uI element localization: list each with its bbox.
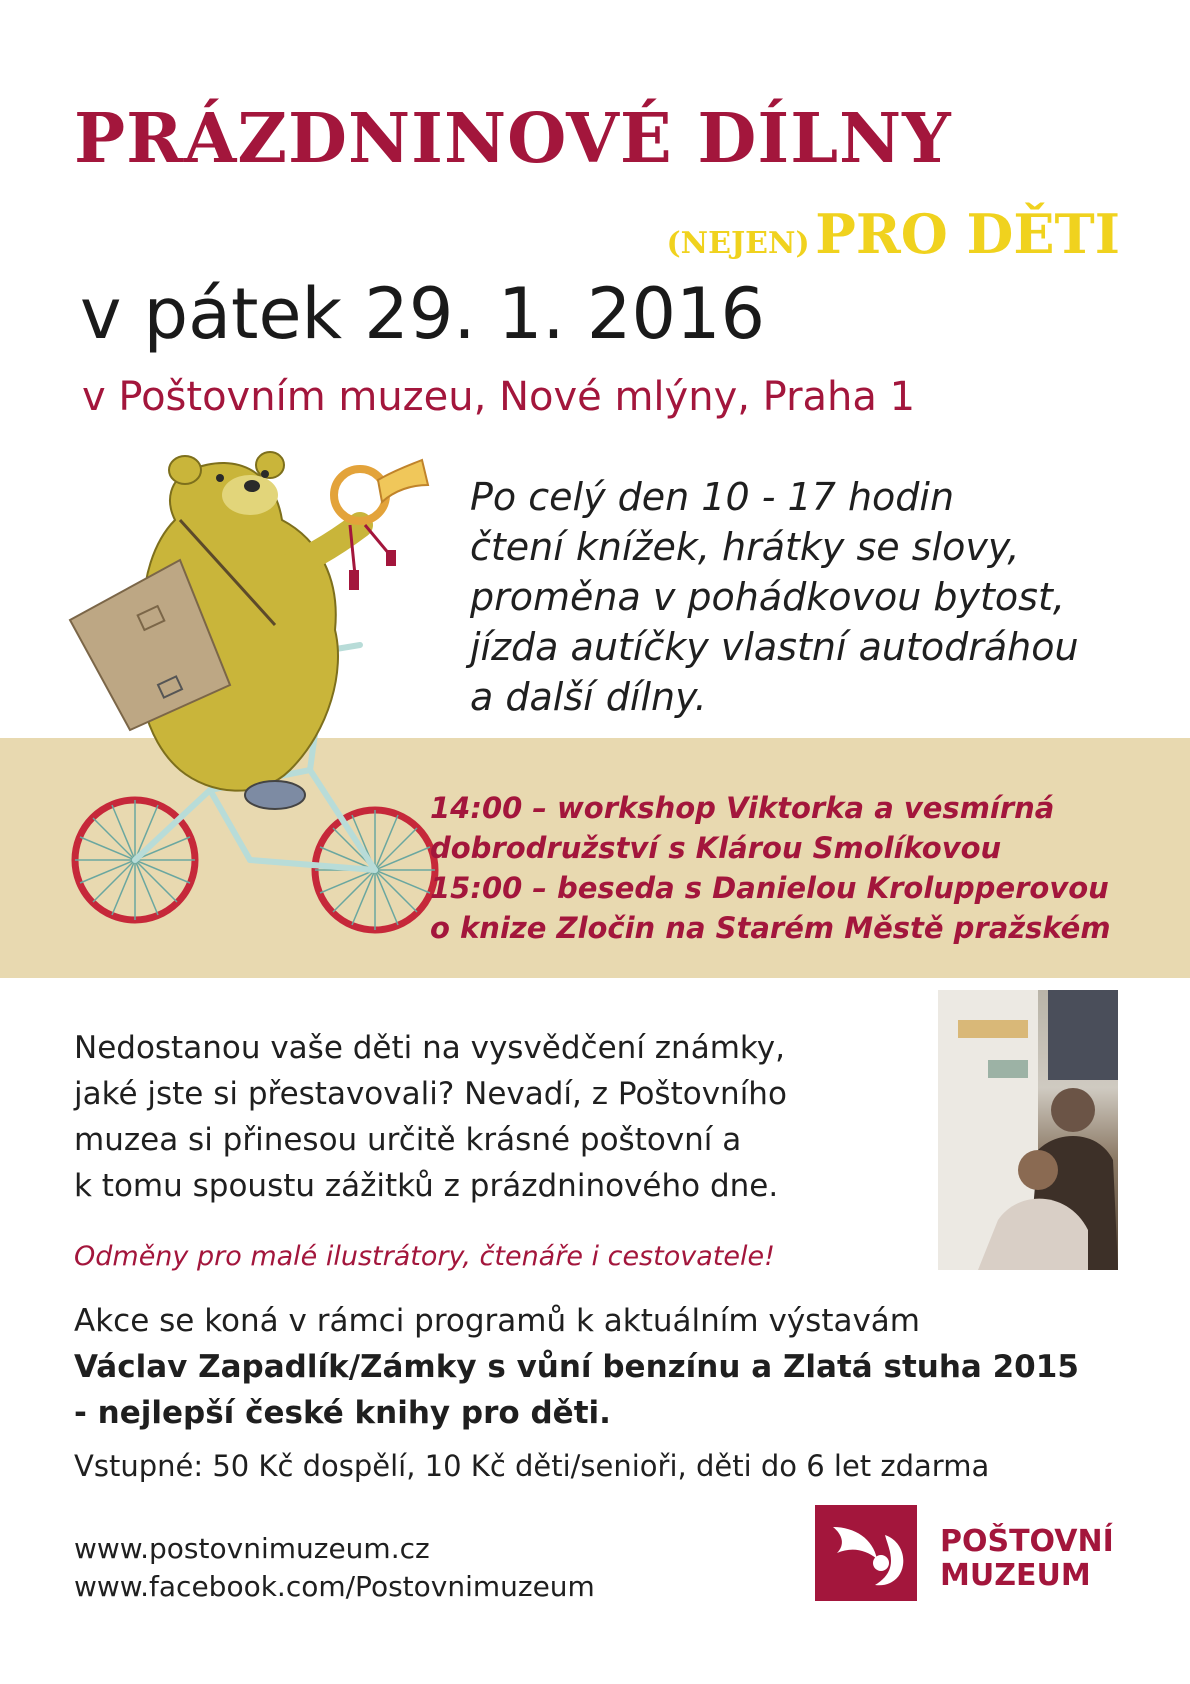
admission-prices: Vstupné: 50 Kč dospělí, 10 Kč děti/senioři, děti do 6 let zdarma xyxy=(74,1449,990,1483)
event-place: v Poštovním muzeu, Nové mlýny, Praha 1 xyxy=(82,374,916,420)
workshop-line: 15:00 – beseda s Danielou Krolupperovou xyxy=(430,871,1109,905)
exhibition-subtitle: - nejlepší české knihy pro děti. xyxy=(74,1395,611,1431)
website-link[interactable]: www.postovnimuzeum.cz xyxy=(74,1532,430,1565)
exhibition-names: Václav Zapadlík/Zámky s vůní benzínu a Zlatá stuha 2015 xyxy=(74,1349,1079,1385)
subtitle-prefix: (NEJEN) xyxy=(666,226,810,261)
links xyxy=(74,1530,595,1606)
event-date: v pátek 29. 1. 2016 xyxy=(80,273,766,355)
intro-line: Nedostanou vaše děti na vysvědčení známky, xyxy=(74,1030,785,1066)
workshop-schedule xyxy=(430,788,1170,948)
program-line: proměna v pohádkovou bytost, xyxy=(470,575,1065,619)
program-line: čtení knížek, hrátky se slovy, xyxy=(470,525,1020,569)
program-text xyxy=(470,472,1160,722)
action-line: Akce se koná v rámci programů k aktuálním výstavám xyxy=(74,1303,921,1339)
workshop-line: o knize Zločin na Starém Městě pražském xyxy=(430,911,1111,945)
rewards-note: Odměny pro malé ilustrátory, čtenáře i cestovatele! xyxy=(74,1241,775,1272)
intro-line: k tomu spoustu zážitků z prázdninového dne. xyxy=(74,1168,779,1204)
intro-line: jaké jste si přestavovali? Nevadí, z Poštovního xyxy=(74,1076,787,1112)
intro-line: muzea si přinesou určitě krásné poštovní a xyxy=(74,1122,742,1158)
museum-logo-text xyxy=(940,1525,1114,1593)
program-line: jízda autíčky vlastní autodráhou xyxy=(470,625,1079,669)
program-line: Po celý den 10 - 17 hodin xyxy=(470,475,955,519)
bear-on-bicycle-illustration xyxy=(60,430,460,950)
workshop-line: dobrodružství s Klárou Smolíkovou xyxy=(430,831,1002,865)
logo-line: MUZEUM xyxy=(940,1558,1091,1593)
program-line: a další dílny. xyxy=(470,675,707,719)
bear-figure xyxy=(70,452,360,809)
action-info xyxy=(74,1298,1154,1436)
workshop-photo xyxy=(938,990,1118,1270)
subtitle xyxy=(666,202,1120,266)
facebook-link[interactable]: www.facebook.com/Postovnimuzeum xyxy=(74,1570,595,1603)
workshop-line: 14:00 – workshop Viktorka a vesmírná xyxy=(430,791,1055,825)
museum-logo-icon xyxy=(815,1505,917,1601)
logo-line: POŠTOVNÍ xyxy=(940,1524,1114,1559)
subtitle-main: PRO DĚTI xyxy=(815,202,1120,266)
page-title: PRÁZDNINOVÉ DÍLNY xyxy=(74,99,952,179)
intro-text xyxy=(74,1025,934,1209)
